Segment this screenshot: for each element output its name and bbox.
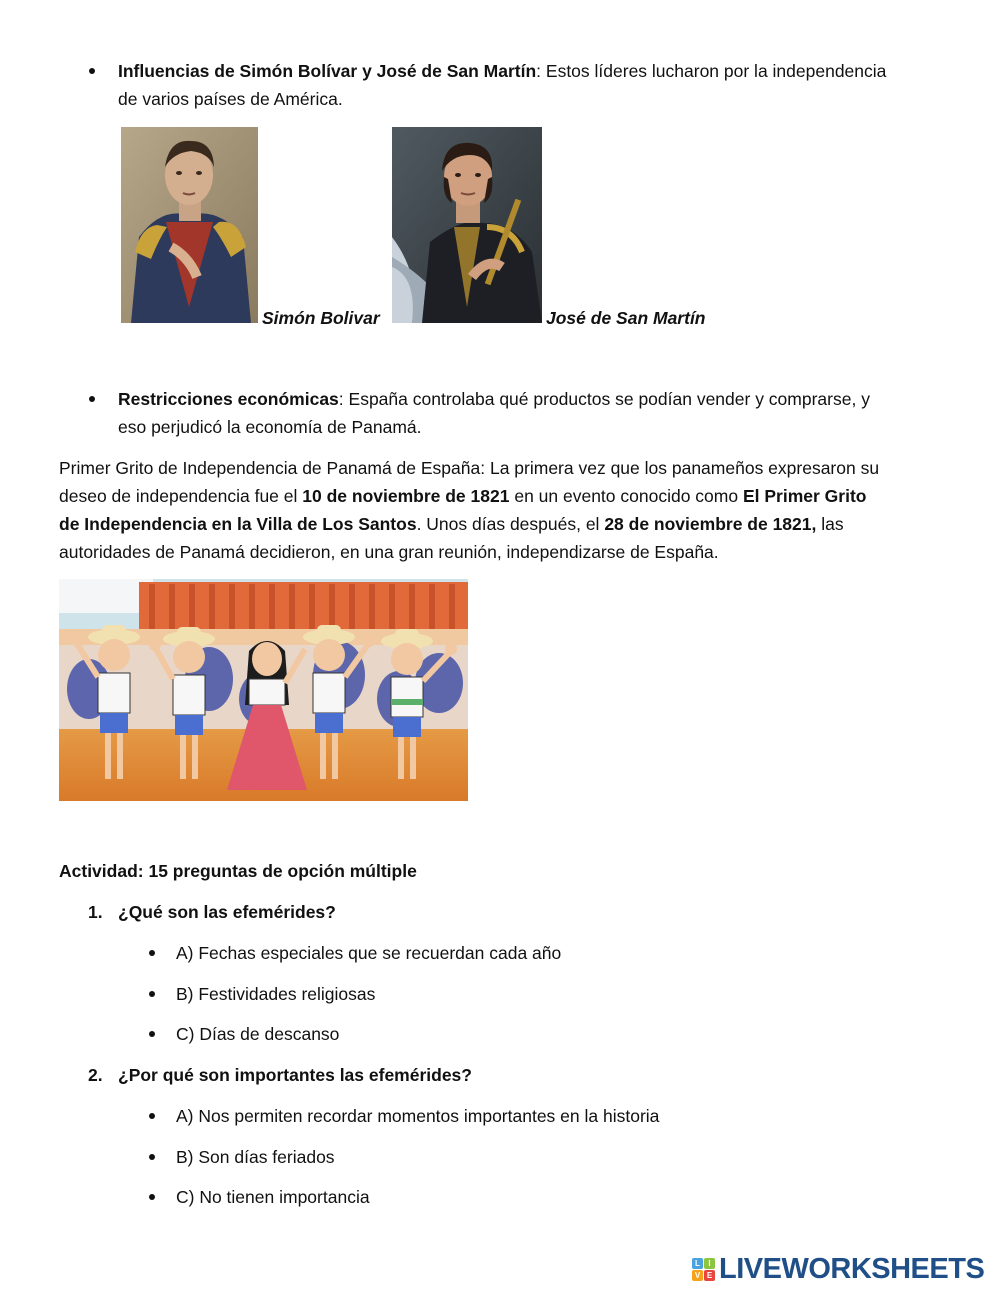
bullet-dot xyxy=(149,1113,155,1119)
question-2-option-b[interactable] xyxy=(147,1143,335,1171)
question-1-option-c[interactable] xyxy=(147,1020,339,1048)
bullet-dot xyxy=(149,1154,155,1160)
portrait-bolivar-icon xyxy=(121,127,258,323)
question-2-option-a[interactable] xyxy=(147,1102,659,1130)
bullet-restricciones xyxy=(86,385,946,441)
paragraph-primer-grito xyxy=(59,454,939,566)
logo-text: LIVEWORKSHEETS xyxy=(719,1253,985,1285)
question-2-option-c[interactable] xyxy=(147,1183,370,1211)
bullet-bold-label: Influencias de Simón Bolívar y José de San Martín xyxy=(118,61,537,81)
question-2-title xyxy=(88,1061,472,1089)
bullet-bold-label: Restricciones económicas xyxy=(118,389,339,409)
option-label: B) Son días feriados xyxy=(176,1147,335,1167)
question-number: 2. xyxy=(88,1065,103,1085)
liveworksheets-mark-icon xyxy=(692,1258,715,1281)
paragraph-line: autoridades de Panamá decidieron, en una gran reunión, independizarse de España. xyxy=(59,542,719,562)
question-1-title xyxy=(88,898,336,926)
bullet-text: : España controlaba qué productos se podían vender y comprarse, y xyxy=(338,389,870,409)
portrait-san-martin-icon xyxy=(392,127,542,323)
bullet-dot xyxy=(89,396,95,402)
option-label: A) Fechas especiales que se recuerdan cada año xyxy=(176,943,562,963)
option-label: C) No tienen importancia xyxy=(176,1187,370,1207)
paragraph-line: Primer Grito de Independencia de Panamá de España: La primera vez que los panameños expresaron su xyxy=(59,458,880,478)
paragraph-event: de Independencia en la Villa de Los Santos xyxy=(59,514,417,534)
liveworksheets-logo[interactable] xyxy=(692,1252,984,1286)
activity-title: Actividad: 15 preguntas de opción múltiple xyxy=(59,861,417,881)
portrait-san-martin-image xyxy=(392,127,542,323)
cartoon-illustration xyxy=(59,579,468,801)
paragraph-text: las xyxy=(816,514,844,534)
cartoon-crowd-icon xyxy=(59,579,468,801)
logo-mark-letter: E xyxy=(704,1270,715,1281)
paragraph-text: en un evento conocido como xyxy=(509,486,743,506)
question-text: ¿Qué son las efemérides? xyxy=(118,902,336,922)
paragraph-date: 10 de noviembre de 1821 xyxy=(302,486,510,506)
bullet-dot xyxy=(149,950,155,956)
question-text: ¿Por qué son importantes las efemérides? xyxy=(118,1065,472,1085)
option-label: C) Días de descanso xyxy=(176,1024,340,1044)
logo-mark-letter: L xyxy=(692,1258,703,1269)
bullet-influencias xyxy=(86,57,946,113)
bullet-text-line2: de varios países de América. xyxy=(118,89,343,109)
question-1-option-a[interactable] xyxy=(147,939,561,967)
option-label: B) Festividades religiosas xyxy=(176,984,376,1004)
paragraph-event: El Primer Grito xyxy=(742,486,867,506)
paragraph-text: . Unos días después, el xyxy=(416,514,605,534)
logo-mark-letter: I xyxy=(704,1258,715,1269)
caption-bolivar: Simón Bolivar xyxy=(262,308,380,328)
bullet-dot xyxy=(149,991,155,997)
bullet-dot xyxy=(89,68,95,74)
bullet-text-line2: eso perjudicó la economía de Panamá. xyxy=(118,417,422,437)
bullet-text: : Estos líderes lucharon por la independencia xyxy=(536,61,887,81)
question-number: 1. xyxy=(88,902,103,922)
portrait-bolivar-image xyxy=(121,127,258,323)
logo-mark-letter: V xyxy=(692,1270,703,1281)
question-1-option-b[interactable] xyxy=(147,980,375,1008)
caption-san-martin: José de San Martín xyxy=(546,308,706,328)
option-label: A) Nos permiten recordar momentos importantes en la historia xyxy=(176,1106,660,1126)
bullet-dot xyxy=(149,1031,155,1037)
paragraph-date: 28 de noviembre de 1821, xyxy=(604,514,817,534)
paragraph-text: deseo de independencia fue el xyxy=(59,486,303,506)
bullet-dot xyxy=(149,1194,155,1200)
